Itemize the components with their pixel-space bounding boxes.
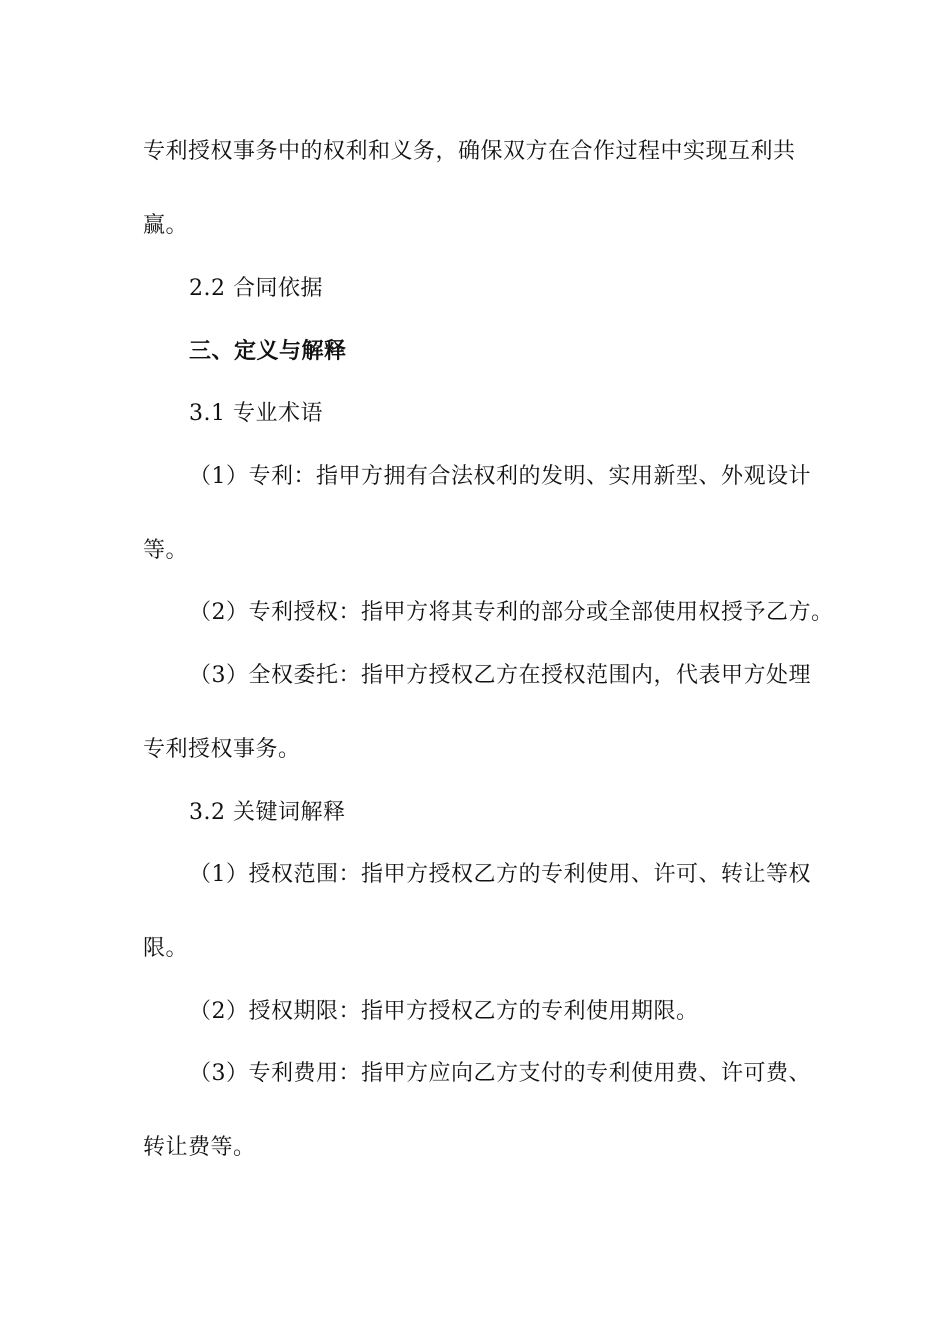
subsection-heading-2-2: 2.2 合同依据 [189,276,323,301]
definition-item-1: （1）专利：指甲方拥有合法权利的发明、实用新型、外观设计 [189,464,811,489]
paragraph-line-end: 赢。 [143,213,189,238]
section-heading-3: 三、定义与解释 [189,339,347,364]
definition-item-3: （3）全权委托：指甲方授权乙方在授权范围内，代表甲方处理 [189,663,811,688]
keyword-item-2: （2）授权期限：指甲方授权乙方的专利使用期限。 [189,999,699,1024]
definition-item-1-continuation: 等。 [143,538,189,563]
keyword-item-1-continuation: 限。 [143,936,189,961]
subsection-heading-3-1: 3.1 专业术语 [189,401,323,426]
paragraph-line-continuation: 专利授权事务中的权利和义务，确保双方在合作过程中实现互利共 [143,139,796,164]
keyword-item-3: （3）专利费用：指甲方应向乙方支付的专利使用费、许可费、 [189,1061,811,1086]
keyword-item-3-continuation: 转让费等。 [143,1135,256,1160]
definition-item-2: （2）专利授权：指甲方将其专利的部分或全部使用权授予乙方。 [189,600,834,625]
keyword-item-1: （1）授权范围：指甲方授权乙方的专利使用、许可、转让等权 [189,862,811,887]
subsection-heading-3-2: 3.2 关键词解释 [189,800,346,825]
definition-item-3-continuation: 专利授权事务。 [143,737,301,762]
